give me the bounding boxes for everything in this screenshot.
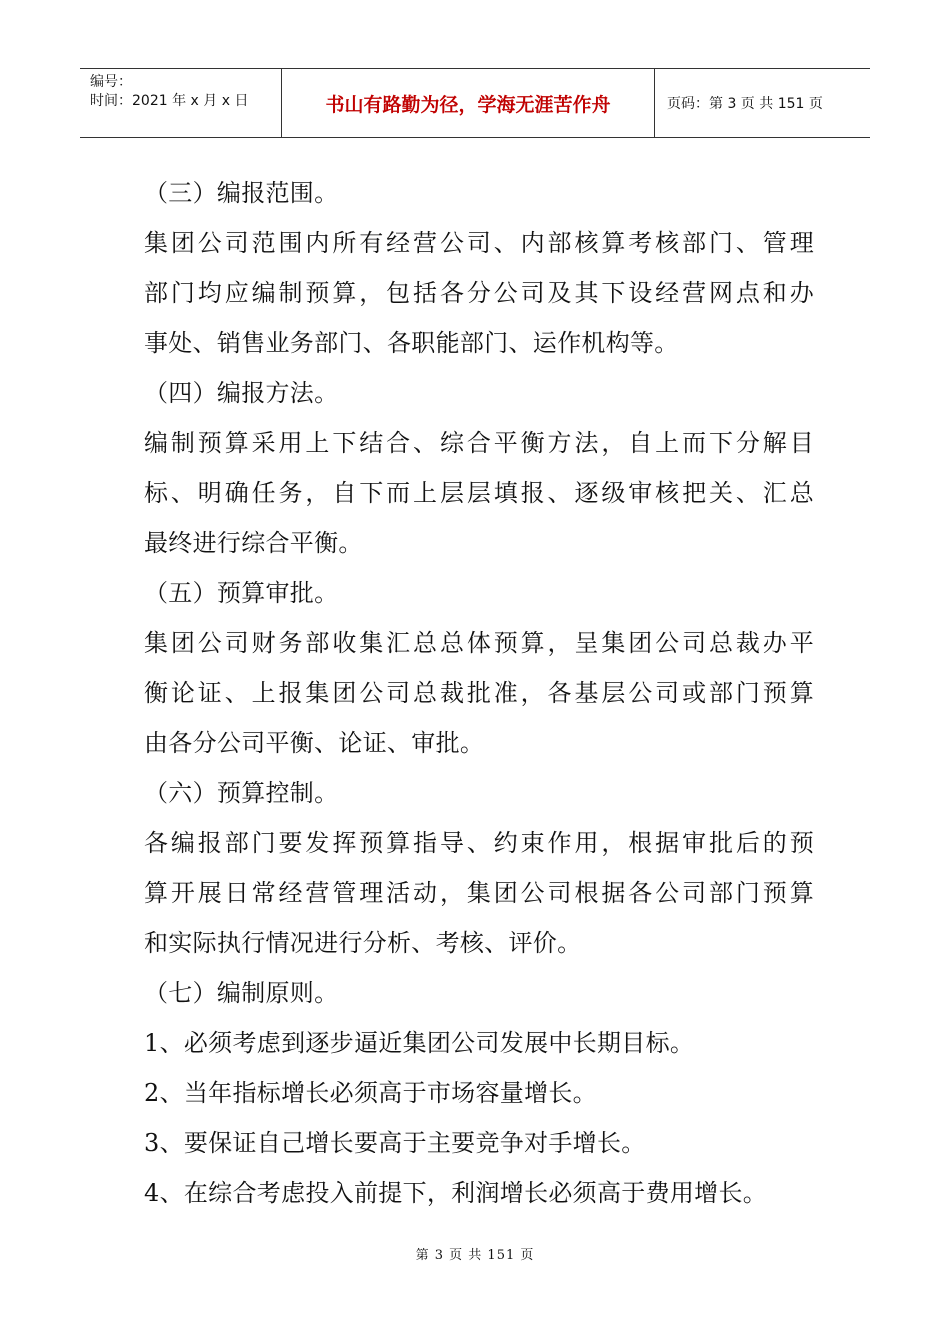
section-heading: （六）预算控制。 [144,779,339,807]
document-body [144,168,814,1218]
paragraph-line: 事处、销售业务部门、各职能部门、运作机构等。 [144,329,679,357]
document-number-label: 编号： [90,74,132,90]
paragraph-line: 各编报部门要发挥预算指导、约束作用，根据审批后的预 [144,829,814,857]
header-page-info: 页码：第 3 页 共 151 页 [667,96,823,112]
list-item: 2、当年指标增长必须高于市场容量增长。 [144,1079,597,1107]
header-motto: 书山有路勤为径，学海无涯苦作舟 [282,69,655,137]
paragraph-line: 算开展日常经营管理活动，集团公司根据各公司部门预算 [144,879,814,907]
paragraph-line: 集团公司财务部收集汇总总体预算，呈集团公司总裁办平 [144,629,814,657]
section-heading: （五）预算审批。 [144,579,339,607]
paragraph-line: 由各分公司平衡、论证、审批。 [144,729,485,757]
section-heading: （三）编报范围。 [144,179,339,207]
section-heading: （四）编报方法。 [144,379,339,407]
page-footer: 第 3 页 共 151 页 [415,1248,535,1263]
paragraph-line: 衡论证、上报集团公司总裁批准，各基层公司或部门预算 [144,679,814,707]
header-meta [80,69,282,137]
section-heading: （七）编制原则。 [144,979,339,1007]
paragraph-line: 集团公司范围内所有经营公司、内部核算考核部门、管理 [144,229,814,257]
paragraph-line: 标、明确任务，自下而上层层填报、逐级审核把关、汇总 [144,479,814,507]
list-item: 4、在综合考虑投入前提下，利润增长必须高于费用增长。 [144,1179,768,1207]
list-item: 3、要保证自己增长要高于主要竞争对手增长。 [144,1129,646,1157]
paragraph-line: 编制预算采用上下结合、综合平衡方法，自上而下分解目 [144,429,814,457]
document-date: 时间：2021 年 x 月 x 日 [90,93,249,109]
paragraph-line: 部门均应编制预算，包括各分公司及其下设经营网点和办 [144,279,814,307]
list-item: 1、必须考虑到逐步逼近集团公司发展中长期目标。 [144,1029,695,1057]
paragraph-line: 和实际执行情况进行分析、考核、评价。 [144,929,582,957]
paragraph-line: 最终进行综合平衡。 [144,529,363,557]
page-header [80,68,870,138]
